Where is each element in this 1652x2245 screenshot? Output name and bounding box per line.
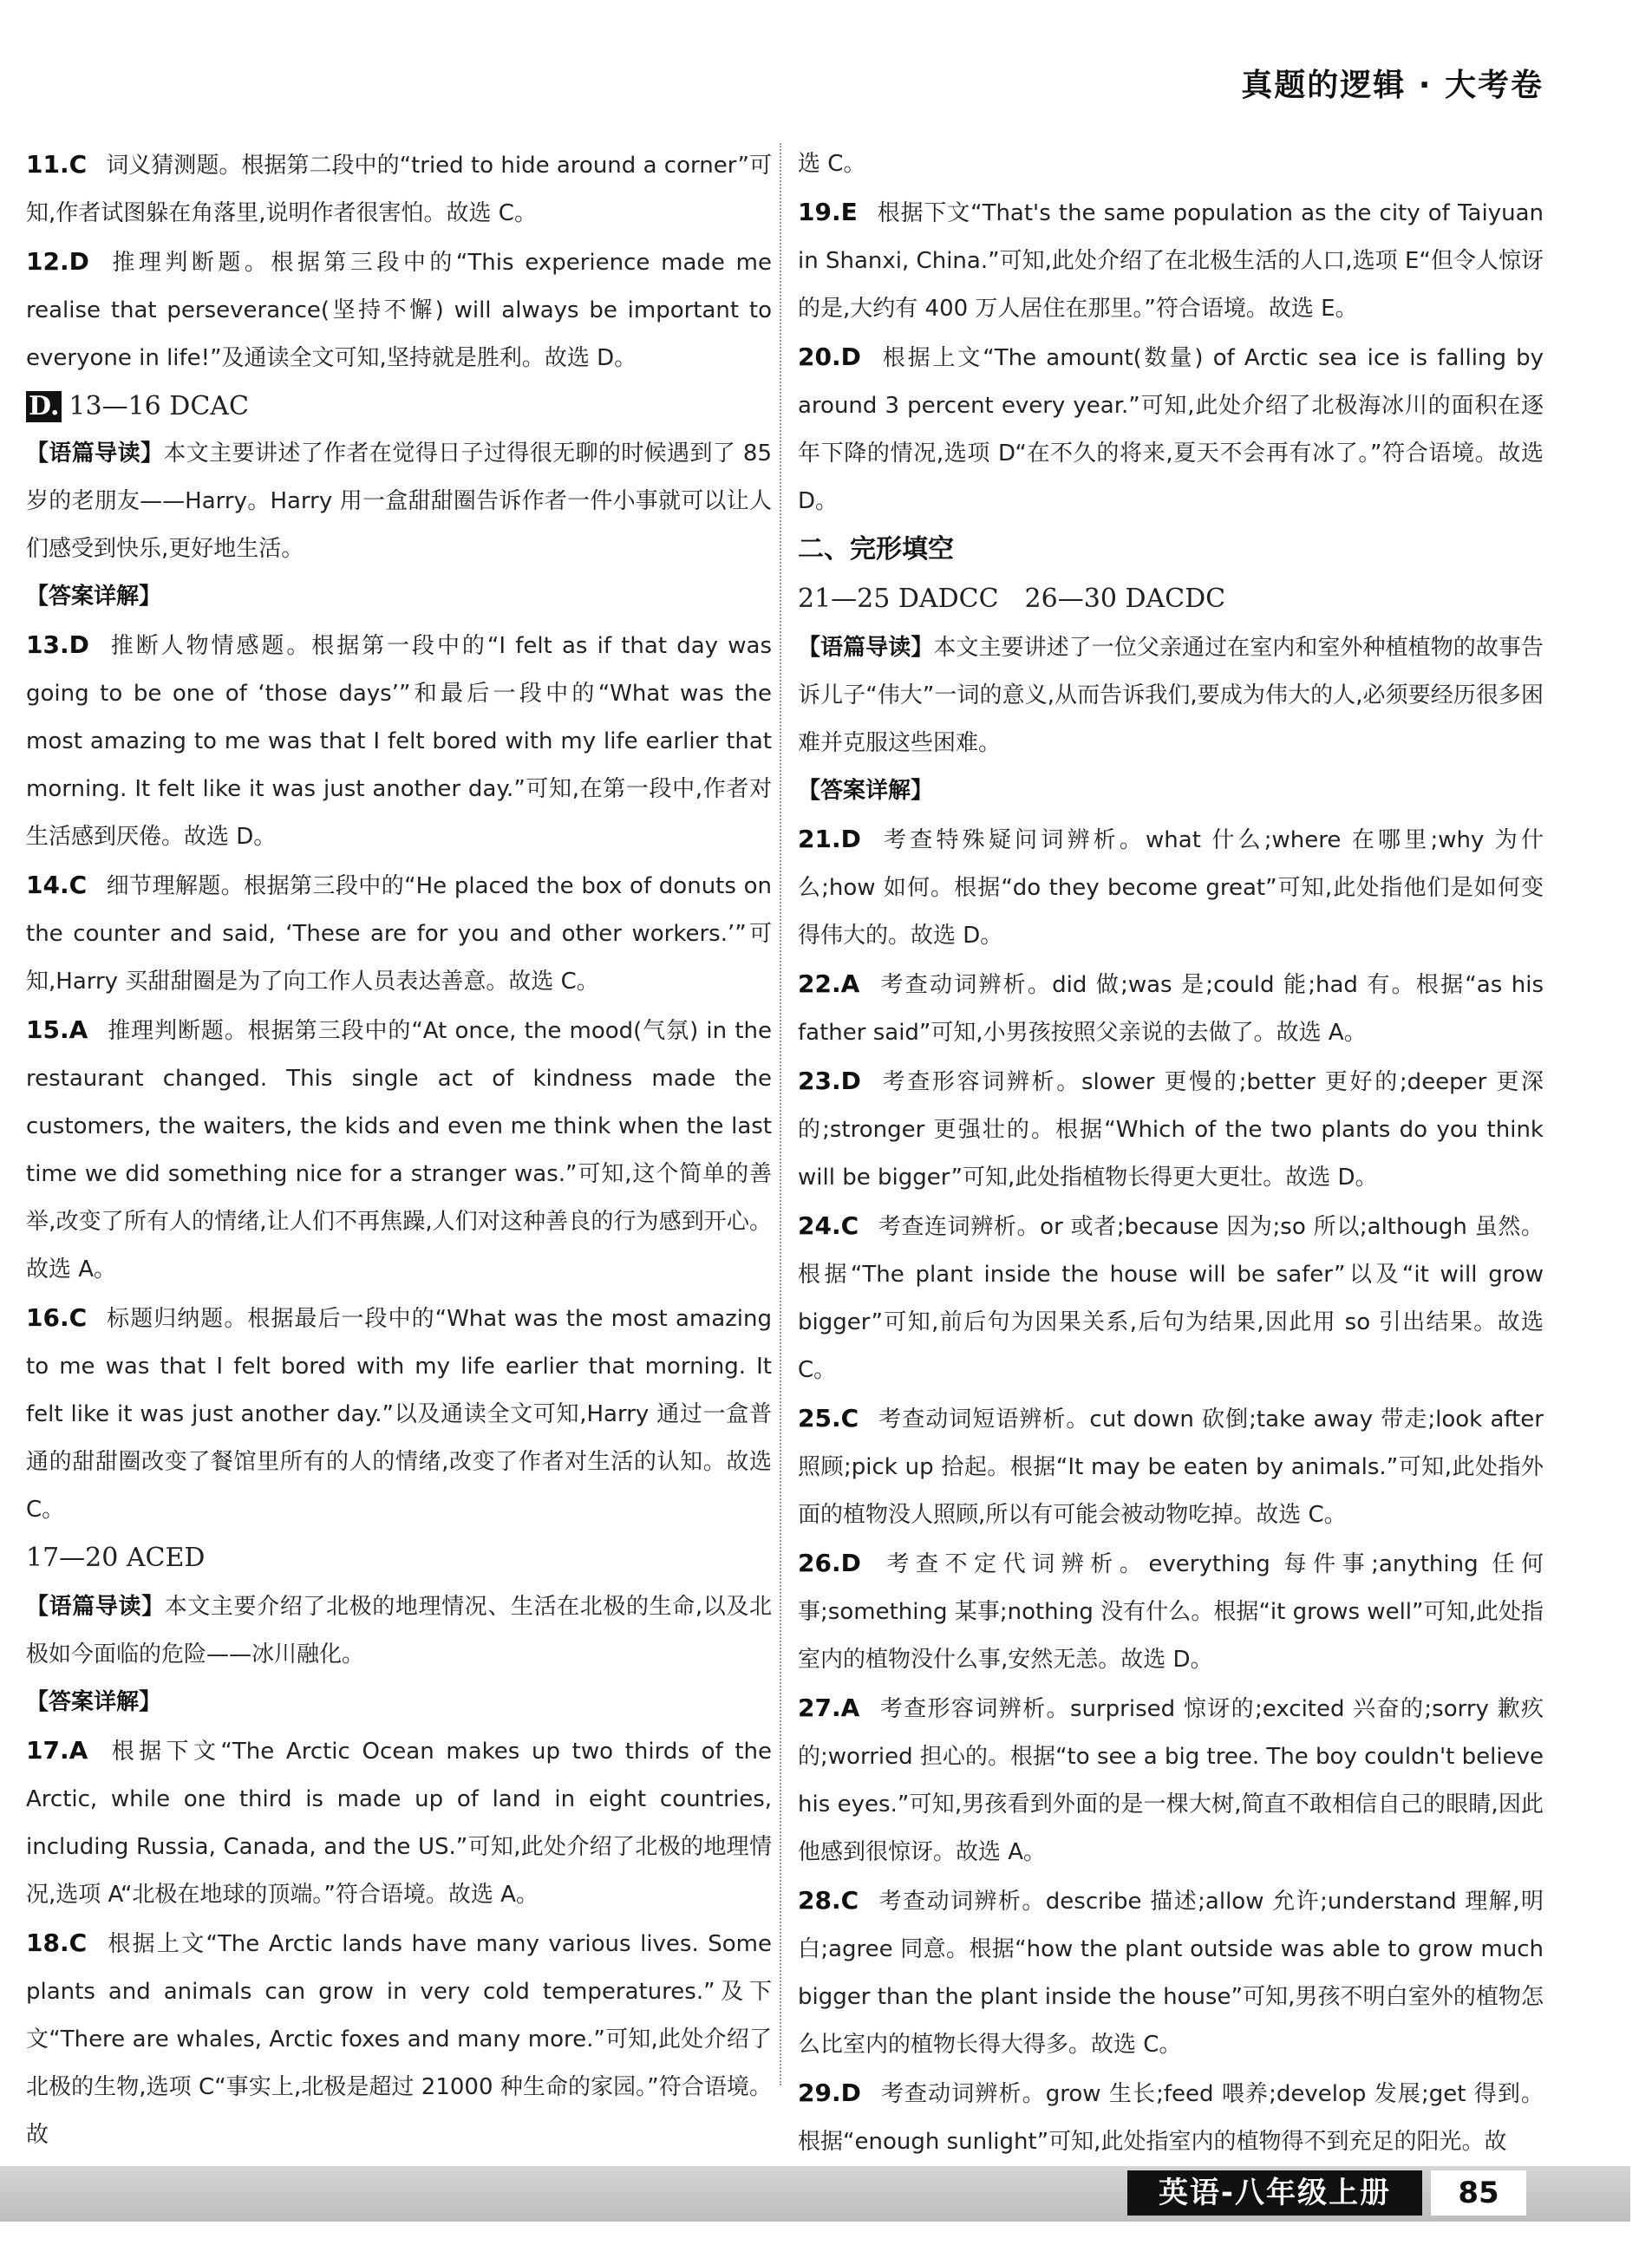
entry-text: 本文主要讲述了作者在觉得日子过得很无聊的时候遇到了 85 岁的老朋友——Harry。Harry 用一盒甜甜圈告诉作者一件小事就可以让人们感受到快乐,更好地生活。 — [26, 441, 772, 562]
section-tag: 【答案详解】 — [798, 778, 934, 804]
question-number: 20.D — [798, 343, 861, 371]
right-column — [798, 140, 1544, 2166]
entry-text: 推理判断题。根据第三段中的“This experience made me realise that perseverance(坚持不懈) will always be important to everyone in life!”及通读全文可知,坚持就是胜利。故选 D。 — [26, 250, 772, 371]
answer-entry — [26, 382, 772, 430]
question-number: 11.C — [26, 150, 88, 179]
answer-entry — [798, 140, 1544, 188]
question-number: 25.C — [798, 1404, 859, 1432]
answer-entry — [798, 624, 1544, 767]
section-tag: 【语篇导读】 — [798, 635, 934, 661]
question-number: 17.A — [26, 1736, 88, 1765]
question-number: 29.D — [798, 2079, 861, 2107]
answer-entry — [26, 238, 772, 382]
entry-text: 本文主要讲述了一位父亲通过在室内和室外种植植物的故事告诉儿子“伟大”一词的意义,从而告诉我们,要成为伟大的人,必须要经历很多困难并克服这些困难。 — [798, 635, 1544, 756]
answer-entry — [26, 1294, 772, 1534]
entry-text: 考查动词辨析。grow 生长;feed 喂养;develop 发展;get 得到。根据“enough sunlight”可知,此处指室内的植物得不到充足的阳光。故 — [798, 2081, 1544, 2155]
answer-entry — [26, 1919, 772, 2159]
entry-text: 考查动词辨析。did 做;was 是;could 能;had 有。根据“as his father said”可知,小男孩按照父亲说的去做了。故选 A。 — [798, 972, 1544, 1046]
entry-text: 根据上文“The Arctic lands have many various lives. Some plants and animals can grow in very cold temperatures.”及下文“There are whales, Arctic foxes and many more.”可知,此处介绍了北极的生物,选项 C“事实上,北极是超过 21000 种生命的家园。”符合语境。故 — [26, 1931, 772, 2148]
answer-entry — [26, 621, 772, 861]
question-number: 18.C — [26, 1928, 88, 1957]
entry-text: 根据上文“The amount(数量) of Arctic sea ice is falling by around 3 percent every year.”可知,此处介绍了北极海冰川的面积在逐年下降的情况,选项 D“在不久的将来,夏天不会再有冰了。”符合语境。故选 D。 — [798, 345, 1544, 514]
page-number: 85 — [1431, 2170, 1526, 2216]
entry-text: 考查动词短语辨析。cut down 砍倒;take away 带走;look after 照顾;pick up 拾起。根据“It may be eaten by animals.”可知,此处指外面的植物没人照顾,所以有可能会被动物吃掉。故选 C。 — [798, 1406, 1544, 1528]
section-heading: 二、完形填空 — [798, 534, 954, 565]
entry-text: 选 C。 — [798, 151, 866, 177]
answer-entry — [798, 1876, 1544, 2069]
question-number: 15.A — [26, 1015, 88, 1044]
question-number: 28.C — [798, 1886, 859, 1915]
question-number: 24.C — [798, 1211, 859, 1240]
answer-entry — [798, 1394, 1544, 1539]
answer-entry — [26, 140, 772, 238]
question-number: 22.A — [798, 969, 860, 998]
answer-entry — [26, 573, 772, 621]
entry-text: 根据下文“That's the same population as the city of Taiyuan in Shanxi, China.”可知,此处介绍了在北极生活的人口,选项 E“但令人惊讶的是,大约有 400 万人居住在那里。”符合语境。故选 E。 — [798, 200, 1544, 322]
question-number: 23.D — [798, 1067, 861, 1095]
answer-entry — [26, 1726, 772, 1919]
question-number: 21.D — [798, 825, 861, 853]
entry-text: 考查动词辨析。describe 描述;allow 允许;understand 理解,明白;agree 同意。根据“how the plant outside was able to grow much bigger than the plant inside the house”可知,男孩不明白室外的植物怎么比室内的植物长得大得多。故选 C。 — [798, 1889, 1544, 2058]
answer-entry — [26, 1534, 772, 1583]
answer-entry — [798, 1684, 1544, 1876]
answer-entry — [798, 575, 1544, 624]
section-tag: 【语篇导读】 — [26, 1594, 165, 1620]
answer-entry — [26, 861, 772, 1006]
question-number: 27.A — [798, 1694, 860, 1722]
question-number: 19.E — [798, 198, 858, 226]
answer-entry — [26, 1679, 772, 1726]
answer-entry — [26, 430, 772, 573]
page-header-title: 真题的逻辑 · 大考卷 — [1241, 68, 1544, 103]
entry-text: 考查特殊疑问词辨析。what 什么;where 在哪里;why 为什么;how 如何。根据“do they become great”可知,此处指他们是如何变得伟大的。故选 D。 — [798, 827, 1544, 949]
section-tag: 【答案详解】 — [26, 584, 162, 610]
entry-text: 考查连词辨析。or 或者;because 因为;so 所以;although 虽然。根据“The plant inside the house will be safer”以及“it will grow bigger”可知,前后句为因果关系,后句为结果,因此用 so 引出结果。故选 C。 — [798, 1214, 1544, 1383]
entry-text: 细节理解题。根据第三段中的“He placed the box of donuts on the counter and said, ‘These are for you and other workers.’”可知,Harry 买甜甜圈是为了向工作人员表达善意。故选 C。 — [26, 873, 772, 995]
section-badge: D. — [26, 391, 62, 422]
entry-text: 标题归纳题。根据最后一段中的“What was the most amazing to me was that I felt bored with my life earlier that morning. It felt like it was just another day.”以及通读全文可知,Harry 通过一盒普通的甜甜圈改变了餐馆里所有的人的情绪,改变了作者对生活的认知。故选 C。 — [26, 1306, 772, 1523]
answer-entry — [798, 333, 1544, 525]
answer-entry — [798, 1057, 1544, 1202]
entry-text: 根据下文“The Arctic Ocean makes up two thirds of the Arctic, while one third is made up of land in eight countries, including Russia, Canada, and the US.”可知,此处介绍了北极的地理情况,选项 A“北极在地球的顶端。”符合语境。故选 A。 — [26, 1739, 772, 1908]
entry-text: 考查形容词辨析。slower 更慢的;better 更好的;deeper 更深的;stronger 更强壮的。根据“Which of the two plants do you think will be bigger”可知,此处指植物长得更大更壮。故选 D。 — [798, 1069, 1544, 1191]
answer-entry — [798, 1202, 1544, 1394]
question-number: 26.D — [798, 1549, 861, 1577]
entry-text: 本文主要介绍了北极的地理情况、生活在北极的生命,以及北极如今面临的危险——冰川融化。 — [26, 1594, 772, 1667]
left-column — [26, 140, 772, 2159]
question-number: 13.D — [26, 630, 89, 659]
entry-text: 考查不定代词辨析。everything 每件事;anything 任何事;something 某事;nothing 没有什么。根据“it grows well”可知,此处指室内的植物没什么事,安然无恙。故选 D。 — [798, 1551, 1544, 1673]
entry-text: 推理判断题。根据第三段中的“At once, the mood(气氛) in the restaurant changed. This single act of kindness made the customers, the waiters, the kids and even me think when the last time we did something nice for a stranger was.”可知,这个简单的善举,改变了所有人的情绪,让人们不再焦躁,人们对这种善良的行为感到开心。故选 A。 — [26, 1018, 772, 1282]
answer-entry — [26, 1006, 772, 1294]
answer-entry — [798, 2069, 1544, 2166]
section-tag: 【答案详解】 — [26, 1689, 162, 1715]
question-number: 14.C — [26, 871, 88, 899]
section-tag: 【语篇导读】 — [26, 441, 164, 467]
answer-entry — [798, 1539, 1544, 1684]
answer-key-line: 21—25 DADCC 26—30 DACDC — [798, 584, 1226, 614]
entry-text: 13—16 DCAC — [69, 391, 249, 421]
entry-text: 词义猜测题。根据第二段中的“tried to hide around a corner”可知,作者试图躲在角落里,说明作者很害怕。故选 C。 — [26, 153, 772, 226]
answer-entry — [798, 767, 1544, 815]
answer-entry — [798, 525, 1544, 575]
entry-text: 推断人物情感题。根据第一段中的“I felt as if that day was going to be one of ‘those days’”和最后一段中的“What was the most amazing to me was that I felt bored with my life earlier that morning. It felt like it was just another day.”可知,在第一段中,作者对生活感到厌倦。故选 D。 — [26, 633, 772, 850]
answer-entry — [798, 960, 1544, 1057]
answer-entry — [798, 815, 1544, 960]
answer-key-line: 17—20 ACED — [26, 1543, 206, 1573]
entry-text: 考查形容词辨析。surprised 惊讶的;excited 兴奋的;sorry 歉疚的;worried 担心的。根据“to see a big tree. The boy couldn't believe his eyes.”可知,男孩看到外面的是一棵大树,简直不敢相信自己的眼睛,因此他感到很惊讶。故选 A。 — [798, 1696, 1544, 1865]
question-number: 16.C — [26, 1303, 88, 1332]
answer-entry — [26, 1583, 772, 1679]
question-number: 12.D — [26, 247, 89, 276]
answer-entry — [798, 188, 1544, 333]
footer-book-label: 英语-八年级上册 — [1127, 2170, 1422, 2216]
column-divider — [780, 143, 781, 2085]
